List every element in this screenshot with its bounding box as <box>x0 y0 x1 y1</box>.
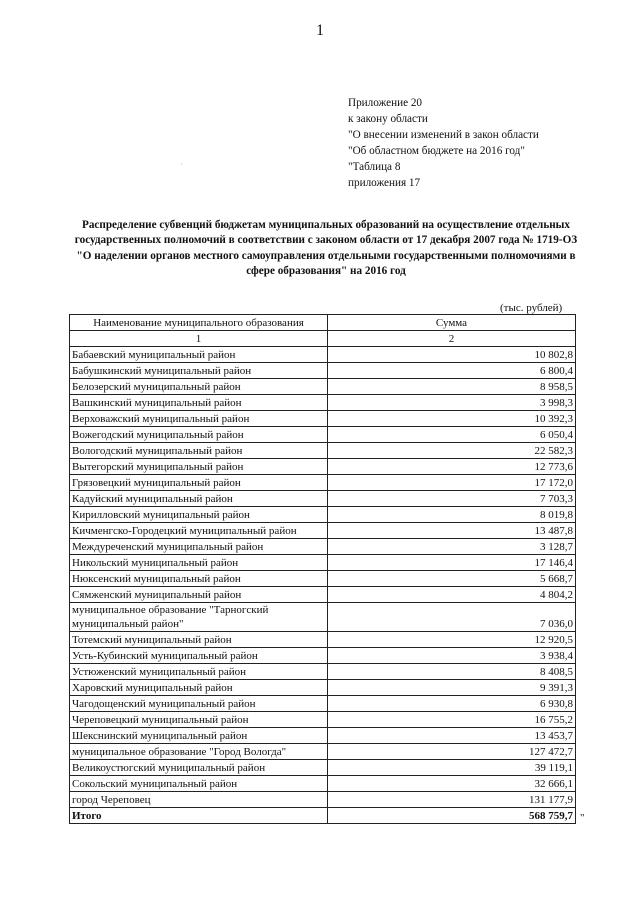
table-row <box>70 792 576 808</box>
table-row <box>70 571 576 587</box>
subvention-sum: 9 391,3 <box>328 680 576 696</box>
document-title: Распределение субвенций бюджетам муниципальных образований на осуществление отдельных государственных полномочий в соответствии с законом области от 17 декабря 2007 года № 1719-ОЗ "О наделении органов местного самоуправления отдельными государственными полномочиями в сфере образования" на 2016 год <box>74 219 578 277</box>
municipality-name: Усть-Кубинский муниципальный район <box>70 648 328 664</box>
subvention-sum: 127 472,7 <box>328 744 576 760</box>
subvention-sum: 39 119,1 <box>328 760 576 776</box>
table-row <box>70 776 576 792</box>
table-row <box>70 491 576 507</box>
table-row <box>70 347 576 363</box>
table-row <box>70 523 576 539</box>
municipality-name: муниципальное образование "Город Вологда" <box>70 744 328 760</box>
municipality-name: Вытегорский муниципальный район <box>70 459 328 475</box>
municipality-name: Бабаевский муниципальный район <box>70 347 328 363</box>
municipality-name: Бабушкинский муниципальный район <box>70 363 328 379</box>
column-number: 2 <box>328 331 576 347</box>
table-row <box>70 664 576 680</box>
municipality-name: город Череповец <box>70 792 328 808</box>
table-row <box>70 443 576 459</box>
municipality-name: муниципальное образование "Тарногский муниципальный район" <box>70 603 328 632</box>
table-row <box>70 507 576 523</box>
subvention-sum: 131 177,9 <box>328 792 576 808</box>
appendix-note <box>348 95 539 191</box>
subvention-sum: 5 668,7 <box>328 571 576 587</box>
municipality-name: Тотемский муниципальный район <box>70 632 328 648</box>
municipality-name: Шекснинский муниципальный район <box>70 728 328 744</box>
municipality-name: Чагодощенский муниципальный район <box>70 696 328 712</box>
subvention-sum: 12 773,6 <box>328 459 576 475</box>
municipality-name: Междуреченский муниципальный район <box>70 539 328 555</box>
appendix-line: к закону области <box>348 113 428 125</box>
table-row <box>70 632 576 648</box>
total-row <box>70 808 576 824</box>
column-number-row <box>70 331 576 347</box>
municipality-name: Харовский муниципальный район <box>70 680 328 696</box>
municipality-name: Сямженский муниципальный район <box>70 587 328 603</box>
column-header-sum: Сумма <box>328 315 576 331</box>
table-row <box>70 728 576 744</box>
table-row <box>70 648 576 664</box>
subvention-sum: 7 036,0 <box>328 603 576 632</box>
municipality-name: Нюксенский муниципальный район <box>70 571 328 587</box>
municipality-name: Грязовецкий муниципальный район <box>70 475 328 491</box>
subvention-sum: 3 938,4 <box>328 648 576 664</box>
municipality-name: Сокольский муниципальный район <box>70 776 328 792</box>
table-row <box>70 475 576 491</box>
subvention-sum: 13 487,8 <box>328 523 576 539</box>
scan-speck: · <box>180 160 183 169</box>
subvention-sum: 32 666,1 <box>328 776 576 792</box>
subvention-sum: 8 408,5 <box>328 664 576 680</box>
appendix-line: Приложение 20 <box>348 97 423 109</box>
appendix-line: "Таблица 8 <box>348 161 401 173</box>
subvention-sum: 17 146,4 <box>328 555 576 571</box>
table-row <box>70 363 576 379</box>
total-label: Итого <box>70 808 328 824</box>
subvention-sum: 4 804,2 <box>328 587 576 603</box>
closing-quote: " <box>580 812 585 824</box>
column-number: 1 <box>70 331 328 347</box>
subvention-sum: 3 998,3 <box>328 395 576 411</box>
table-row <box>70 696 576 712</box>
table-row <box>70 539 576 555</box>
appendix-line: "Об областном бюджете на 2016 год" <box>348 145 525 157</box>
municipality-name: Никольский муниципальный район <box>70 555 328 571</box>
subvention-sum: 17 172,0 <box>328 475 576 491</box>
subvention-sum: 3 128,7 <box>328 539 576 555</box>
table-row <box>70 587 576 603</box>
table-row <box>70 395 576 411</box>
subvention-sum: 22 582,3 <box>328 443 576 459</box>
municipality-name: Кичменгско-Городецкий муниципальный район <box>70 523 328 539</box>
appendix-line: приложения 17 <box>348 177 421 189</box>
subvention-sum: 12 920,5 <box>328 632 576 648</box>
municipality-name: Кирилловский муниципальный район <box>70 507 328 523</box>
municipality-name: Верховажский муниципальный район <box>70 411 328 427</box>
table-row <box>70 555 576 571</box>
subvention-sum: 10 802,8 <box>328 347 576 363</box>
subvention-sum: 8 958,5 <box>328 379 576 395</box>
table-row <box>70 712 576 728</box>
unit-label: (тыс. рублей) <box>500 302 563 314</box>
municipality-name: Кадуйский муниципальный район <box>70 491 328 507</box>
municipality-name: Устюженский муниципальный район <box>70 664 328 680</box>
subvention-sum: 6 800,4 <box>328 363 576 379</box>
table-row <box>70 680 576 696</box>
subvention-sum: 13 453,7 <box>328 728 576 744</box>
municipality-name: Вологодский муниципальный район <box>70 443 328 459</box>
page-number: 1 <box>316 22 324 39</box>
municipality-name: Вожегодский муниципальный район <box>70 427 328 443</box>
subvention-sum: 8 019,8 <box>328 507 576 523</box>
subvention-sum: 6 050,4 <box>328 427 576 443</box>
table-row <box>70 411 576 427</box>
column-header-name: Наименование муниципального образования <box>70 315 328 331</box>
municipality-name: Череповецкий муниципальный район <box>70 712 328 728</box>
appendix-line: "О внесении изменений в закон области <box>348 129 539 141</box>
municipality-name: Белозерский муниципальный район <box>70 379 328 395</box>
subvention-sum: 7 703,3 <box>328 491 576 507</box>
table-row <box>70 603 576 632</box>
subvention-table <box>69 314 576 824</box>
municipality-name: Вашкинский муниципальный район <box>70 395 328 411</box>
table-header-row <box>70 315 576 331</box>
subvention-sum: 16 755,2 <box>328 712 576 728</box>
table-row <box>70 427 576 443</box>
municipality-name: Великоустюгский муниципальный район <box>70 760 328 776</box>
total-sum: 568 759,7 <box>328 808 576 824</box>
table-row <box>70 760 576 776</box>
subvention-sum: 10 392,3 <box>328 411 576 427</box>
table-row <box>70 459 576 475</box>
table-row <box>70 379 576 395</box>
table-row <box>70 744 576 760</box>
subvention-sum: 6 930,8 <box>328 696 576 712</box>
